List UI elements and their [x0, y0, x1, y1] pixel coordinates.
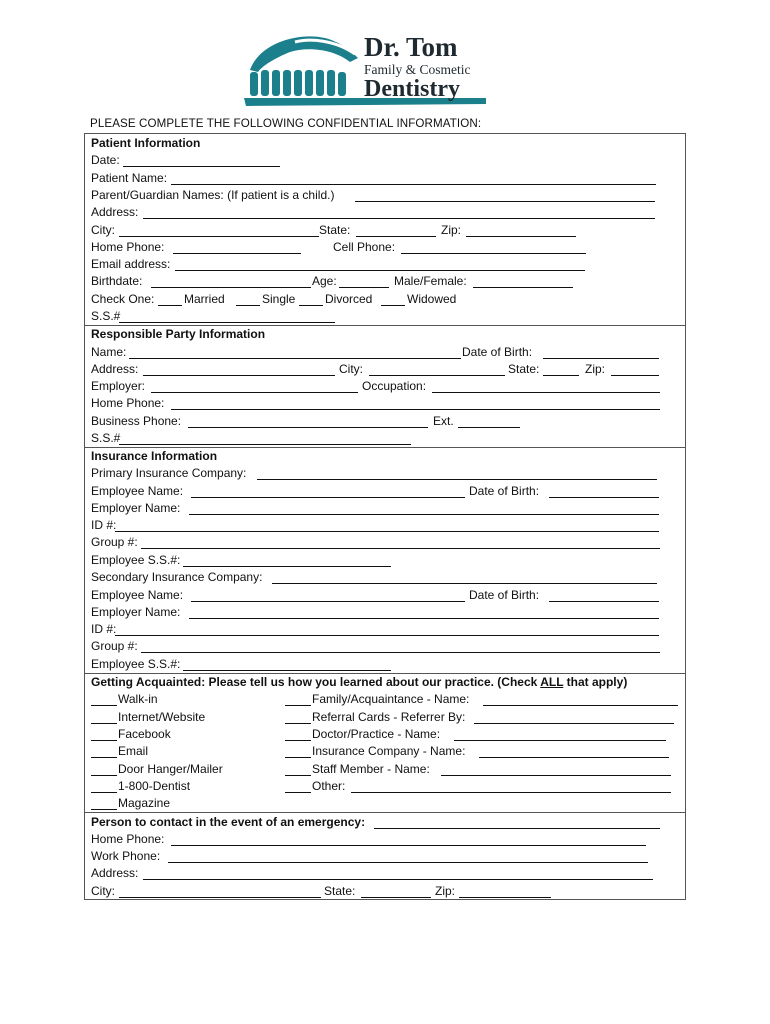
id-field[interactable] — [91, 517, 681, 534]
emergency-city-row — [91, 883, 681, 900]
responsible-dob-label: Date of Birth: — [462, 345, 533, 359]
city-field[interactable] — [119, 236, 319, 237]
responsible-heading: Responsible Party Information — [91, 327, 266, 341]
form-intro: PLEASE COMPLETE THE FOLLOWING CONFIDENTIAL INFORMATION: — [90, 117, 482, 130]
responsible-address-label: Address: — [91, 362, 139, 376]
date-field[interactable] — [91, 152, 291, 169]
state-label: State: — [319, 223, 351, 237]
emergency-address-field[interactable] — [91, 865, 681, 882]
emergency-heading: Person to contact in the event of an emergency: — [91, 815, 366, 829]
employee-name-label: Employee Name: — [91, 484, 184, 498]
employer-name-label: Employer Name: — [91, 501, 181, 515]
patient-section — [84, 133, 686, 326]
age-label: Age: — [312, 274, 337, 288]
primary-insurance-field[interactable] — [91, 465, 681, 482]
occupation-label: Occupation: — [362, 379, 427, 393]
date-label: Date: — [91, 153, 120, 167]
ss-label: S.S.# — [91, 309, 121, 323]
insurance-section — [84, 448, 686, 674]
sex-field[interactable] — [473, 287, 573, 288]
responsible-party-section — [84, 326, 686, 448]
source-staff[interactable]: Staff Member - Name: — [285, 761, 681, 778]
responsible-name-label: Name: — [91, 345, 127, 359]
responsible-ss-field[interactable] — [91, 430, 491, 447]
acquainted-section — [84, 674, 686, 813]
source-1800-dentist[interactable]: 1-800-Dentist — [91, 778, 271, 795]
guardian-label: Parent/Guardian Names: (If patient is a child.) — [91, 188, 335, 202]
emergency-contact-field[interactable] — [91, 814, 681, 831]
responsible-city-field[interactable] — [369, 375, 505, 376]
business-phone-field[interactable] — [188, 427, 428, 428]
home-phone-field[interactable] — [173, 253, 301, 254]
source-insurance[interactable]: Insurance Company - Name: — [285, 743, 681, 760]
emergency-address-label: Address: — [91, 866, 139, 880]
responsible-address-field[interactable] — [143, 375, 335, 376]
ext-field[interactable] — [458, 427, 520, 428]
secondary-employee-dob-field[interactable] — [549, 601, 659, 602]
marital-status-row — [91, 291, 671, 308]
responsible-address-row — [91, 361, 681, 378]
secondary-id-label: ID #: — [91, 622, 117, 636]
secondary-employee-ss-field[interactable] — [91, 656, 491, 673]
secondary-insurance-label: Secondary Insurance Company: — [91, 570, 263, 584]
patient-name-label: Patient Name: — [91, 171, 168, 185]
check-one-label: Check One: — [91, 292, 155, 306]
emergency-work-phone-label: Work Phone: — [91, 849, 161, 863]
source-email[interactable]: Email — [91, 743, 271, 760]
single-label: Single — [262, 292, 296, 306]
zip-field[interactable] — [466, 236, 576, 237]
patient-name-field[interactable] — [91, 170, 671, 187]
guardian-field[interactable] — [91, 187, 671, 204]
acquainted-heading: Getting Acquainted: Please tell us how you learned about our practice. (Check ALL that apply) — [91, 675, 628, 689]
cell-phone-label: Cell Phone: — [333, 240, 396, 254]
secondary-group-label: Group #: — [91, 639, 138, 653]
responsible-name-row — [91, 344, 681, 361]
id-label: ID #: — [91, 518, 117, 532]
svg-text:Family & Cosmetic: Family & Cosmetic — [364, 62, 471, 77]
employee-ss-field[interactable] — [91, 552, 491, 569]
primary-insurance-label: Primary Insurance Company: — [91, 466, 247, 480]
source-magazine[interactable]: Magazine — [91, 795, 271, 812]
business-phone-row — [91, 413, 681, 430]
employer-label: Employer: — [91, 379, 146, 393]
sex-label: Male/Female: — [394, 274, 467, 288]
responsible-city-label: City: — [339, 362, 363, 376]
source-door-hanger[interactable]: Door Hanger/Mailer — [91, 761, 271, 778]
responsible-ss-label: S.S.# — [91, 431, 121, 445]
emergency-city-field[interactable] — [119, 897, 321, 898]
source-family[interactable]: Family/Acquaintance - Name: — [285, 691, 681, 708]
employee-ss-label: Employee S.S.#: — [91, 553, 181, 567]
birthdate-field[interactable] — [151, 287, 311, 288]
occupation-field[interactable] — [432, 392, 660, 393]
source-other[interactable]: Other: — [285, 778, 681, 795]
source-walk-in[interactable]: Walk-in — [91, 691, 271, 708]
business-phone-label: Business Phone: — [91, 414, 182, 428]
birthdate-row — [91, 273, 671, 290]
emergency-zip-field[interactable] — [459, 897, 551, 898]
employee-name-field[interactable] — [191, 497, 465, 498]
emergency-work-phone-field[interactable] — [91, 848, 681, 865]
address-label: Address: — [91, 205, 139, 219]
source-referral-cards[interactable]: Referral Cards - Referrer By: — [285, 709, 681, 726]
secondary-insurance-field[interactable] — [91, 569, 681, 586]
responsible-zip-field[interactable] — [611, 375, 659, 376]
secondary-employer-name-field[interactable] — [91, 604, 681, 621]
responsible-name-field[interactable] — [129, 358, 461, 359]
birthdate-label: Birthdate: — [91, 274, 143, 288]
toothbrush-logo-icon — [240, 32, 490, 112]
insurance-heading: Insurance Information — [91, 449, 218, 463]
svg-text:Dentistry: Dentistry — [364, 76, 460, 102]
secondary-id-field[interactable] — [91, 621, 681, 638]
zip-label: Zip: — [441, 223, 462, 237]
emergency-state-field[interactable] — [361, 897, 431, 898]
responsible-home-phone-label: Home Phone: — [91, 396, 165, 410]
emergency-section — [84, 813, 686, 900]
secondary-employer-name-label: Employer Name: — [91, 605, 181, 619]
married-checkbox[interactable] — [158, 305, 182, 306]
source-facebook[interactable]: Facebook — [91, 726, 271, 743]
emergency-city-label: City: — [91, 884, 115, 898]
phone-row — [91, 239, 671, 256]
ext-label: Ext. — [433, 414, 454, 428]
ss-field[interactable] — [91, 308, 391, 325]
primary-employee-row — [91, 483, 681, 500]
secondary-employee-row — [91, 587, 681, 604]
practice-logo — [240, 32, 490, 112]
patient-heading: Patient Information — [91, 136, 201, 150]
state-field[interactable] — [356, 236, 436, 237]
divorced-label: Divorced — [325, 292, 373, 306]
source-doctor[interactable]: Doctor/Practice - Name: — [285, 726, 681, 743]
responsible-home-phone-field[interactable] — [91, 395, 681, 412]
cell-phone-field[interactable] — [401, 253, 586, 254]
city-label: City: — [91, 223, 115, 237]
source-internet[interactable]: Internet/Website — [91, 709, 271, 726]
city-state-zip-row — [91, 222, 671, 239]
responsible-state-label: State: — [508, 362, 540, 376]
widowed-label: Widowed — [407, 292, 457, 306]
employee-dob-label: Date of Birth: — [469, 484, 540, 498]
secondary-employee-ss-label: Employee S.S.#: — [91, 657, 181, 671]
emergency-home-phone-field[interactable] — [91, 831, 681, 848]
group-field[interactable] — [91, 534, 681, 551]
responsible-zip-label: Zip: — [585, 362, 606, 376]
responsible-dob-field[interactable] — [543, 358, 659, 359]
employee-dob-field[interactable] — [549, 497, 659, 498]
employer-name-field[interactable] — [91, 500, 681, 517]
employer-field[interactable] — [151, 392, 358, 393]
divorced-checkbox[interactable] — [299, 305, 323, 306]
employer-row — [91, 378, 681, 395]
married-label: Married — [184, 292, 225, 306]
responsible-state-field[interactable] — [543, 375, 579, 376]
svg-text:Dr. Tom: Dr. Tom — [364, 32, 458, 62]
emergency-home-phone-label: Home Phone: — [91, 832, 165, 846]
single-checkbox[interactable] — [236, 305, 260, 306]
secondary-employee-dob-label: Date of Birth: — [469, 588, 540, 602]
secondary-employee-name-label: Employee Name: — [91, 588, 184, 602]
secondary-group-field[interactable] — [91, 638, 681, 655]
group-label: Group #: — [91, 535, 138, 549]
home-phone-label: Home Phone: — [91, 240, 165, 254]
address-field[interactable] — [91, 204, 671, 221]
secondary-employee-name-field[interactable] — [191, 601, 465, 602]
email-field[interactable] — [91, 256, 671, 273]
age-field[interactable] — [339, 287, 389, 288]
widowed-checkbox[interactable] — [381, 305, 405, 306]
email-label: Email address: — [91, 257, 171, 271]
emergency-state-label: State: — [324, 884, 356, 898]
emergency-zip-label: Zip: — [435, 884, 456, 898]
